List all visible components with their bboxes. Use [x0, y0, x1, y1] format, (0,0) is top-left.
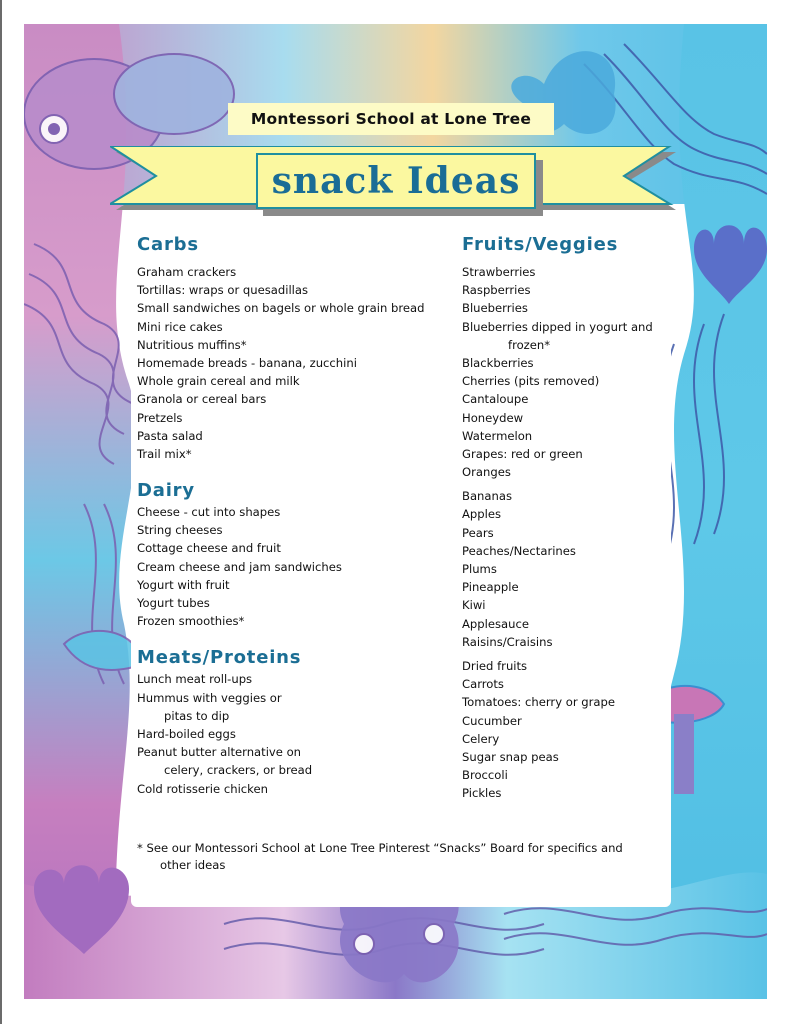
page-title: snack Ideas — [271, 160, 521, 202]
list-item: Kiwi — [462, 598, 486, 613]
school-name: Montessori School at Lone Tree — [250, 110, 532, 128]
list-item: Lunch meat roll-ups — [137, 672, 253, 687]
list-item: Cottage cheese and fruit — [137, 541, 281, 556]
list-item: Celery — [462, 731, 500, 746]
list-item: Bananas — [462, 489, 513, 504]
list-item: Trail mix* — [137, 446, 192, 461]
list-item: Dried fruits — [462, 658, 528, 673]
list-item: Pasta salad — [137, 428, 203, 443]
list-item: Pineapple — [462, 580, 519, 595]
list-item: Granola or cereal bars — [137, 392, 267, 407]
list-item: Whole grain cereal and milk — [137, 374, 300, 389]
list-item: Apples — [462, 507, 502, 522]
list-item: Hummus with veggies or — [137, 690, 282, 705]
list-item: Carrots — [462, 677, 504, 692]
list-item: Yogurt tubes — [137, 596, 210, 610]
list-item: Blueberries dipped in yogurt and — [462, 319, 653, 334]
list-item: Small sandwiches on bagels or whole grain bread — [137, 301, 425, 316]
list-item: Pickles — [462, 786, 502, 801]
title-box — [256, 153, 536, 209]
footnote-line-2: other ideas — [160, 858, 226, 872]
list-item: Peanut butter alternative on — [137, 745, 302, 760]
list-item-continuation: celery, crackers, or bread — [164, 763, 313, 778]
list-item: Cream cheese and jam sandwiches — [137, 559, 342, 574]
list-item: Homemade breads - banana, zucchini — [137, 355, 357, 370]
list-item: Frozen smoothies* — [137, 614, 245, 629]
school-name-box — [228, 103, 554, 135]
list-item: Cheese - cut into shapes — [137, 505, 281, 520]
list-item: Raspberries — [462, 283, 531, 298]
list-item: Plums — [462, 562, 497, 576]
meats-list — [137, 670, 457, 797]
list-item: Mini rice cakes — [137, 319, 223, 334]
list-item: Tortillas: wraps or quesadillas — [137, 283, 309, 298]
list-item: Pears — [462, 525, 494, 540]
list-item: Pretzels — [137, 410, 183, 425]
section-heading-carbs: Carbs — [137, 234, 199, 255]
list-item: Raisins/Craisins — [462, 634, 553, 649]
carbs-list — [137, 263, 457, 463]
list-item: Cherries (pits removed) — [462, 374, 600, 389]
list-item: Blueberries — [462, 301, 528, 316]
fruits-list — [462, 263, 672, 802]
list-item: Graham crackers — [137, 265, 237, 279]
list-item: Applesauce — [462, 616, 530, 631]
list-item: String cheeses — [137, 523, 223, 538]
list-item: Cucumber — [462, 713, 522, 728]
list-item: Oranges — [462, 465, 511, 480]
footnote — [137, 840, 677, 874]
page-edge — [0, 0, 2, 1024]
list-item: Honeydew — [462, 410, 524, 425]
section-heading-meats: Meats/Proteins — [137, 647, 302, 669]
list-item: Blackberries — [462, 355, 534, 370]
right-column — [462, 233, 672, 802]
list-item: Nutritious muffins* — [137, 337, 247, 352]
list-item: Hard-boiled eggs — [137, 726, 236, 741]
list-item: Watermelon — [462, 428, 533, 443]
list-item: Peaches/Nectarines — [462, 543, 576, 558]
list-item: Yogurt with fruit — [137, 577, 230, 592]
dairy-list — [137, 503, 457, 630]
list-item: Grapes: red or green — [462, 446, 583, 461]
list-item-continuation: frozen* — [508, 337, 551, 352]
list-item: Strawberries — [462, 265, 536, 279]
footnote-line-1: * See our Montessori School at Lone Tree Pinterest “Snacks” Board for specifics and — [137, 841, 623, 855]
list-item: Cantaloupe — [462, 392, 529, 407]
left-column — [137, 233, 457, 798]
list-item: Sugar snap peas — [462, 749, 559, 764]
list-item: Cold rotisserie chicken — [137, 781, 268, 796]
list-item: Broccoli — [462, 768, 508, 783]
list-item: Tomatoes: cherry or grape — [462, 695, 616, 710]
section-heading-fruits: Fruits/Veggies — [462, 234, 619, 255]
list-item-continuation: pitas to dip — [164, 708, 230, 723]
section-heading-dairy: Dairy — [137, 480, 195, 502]
